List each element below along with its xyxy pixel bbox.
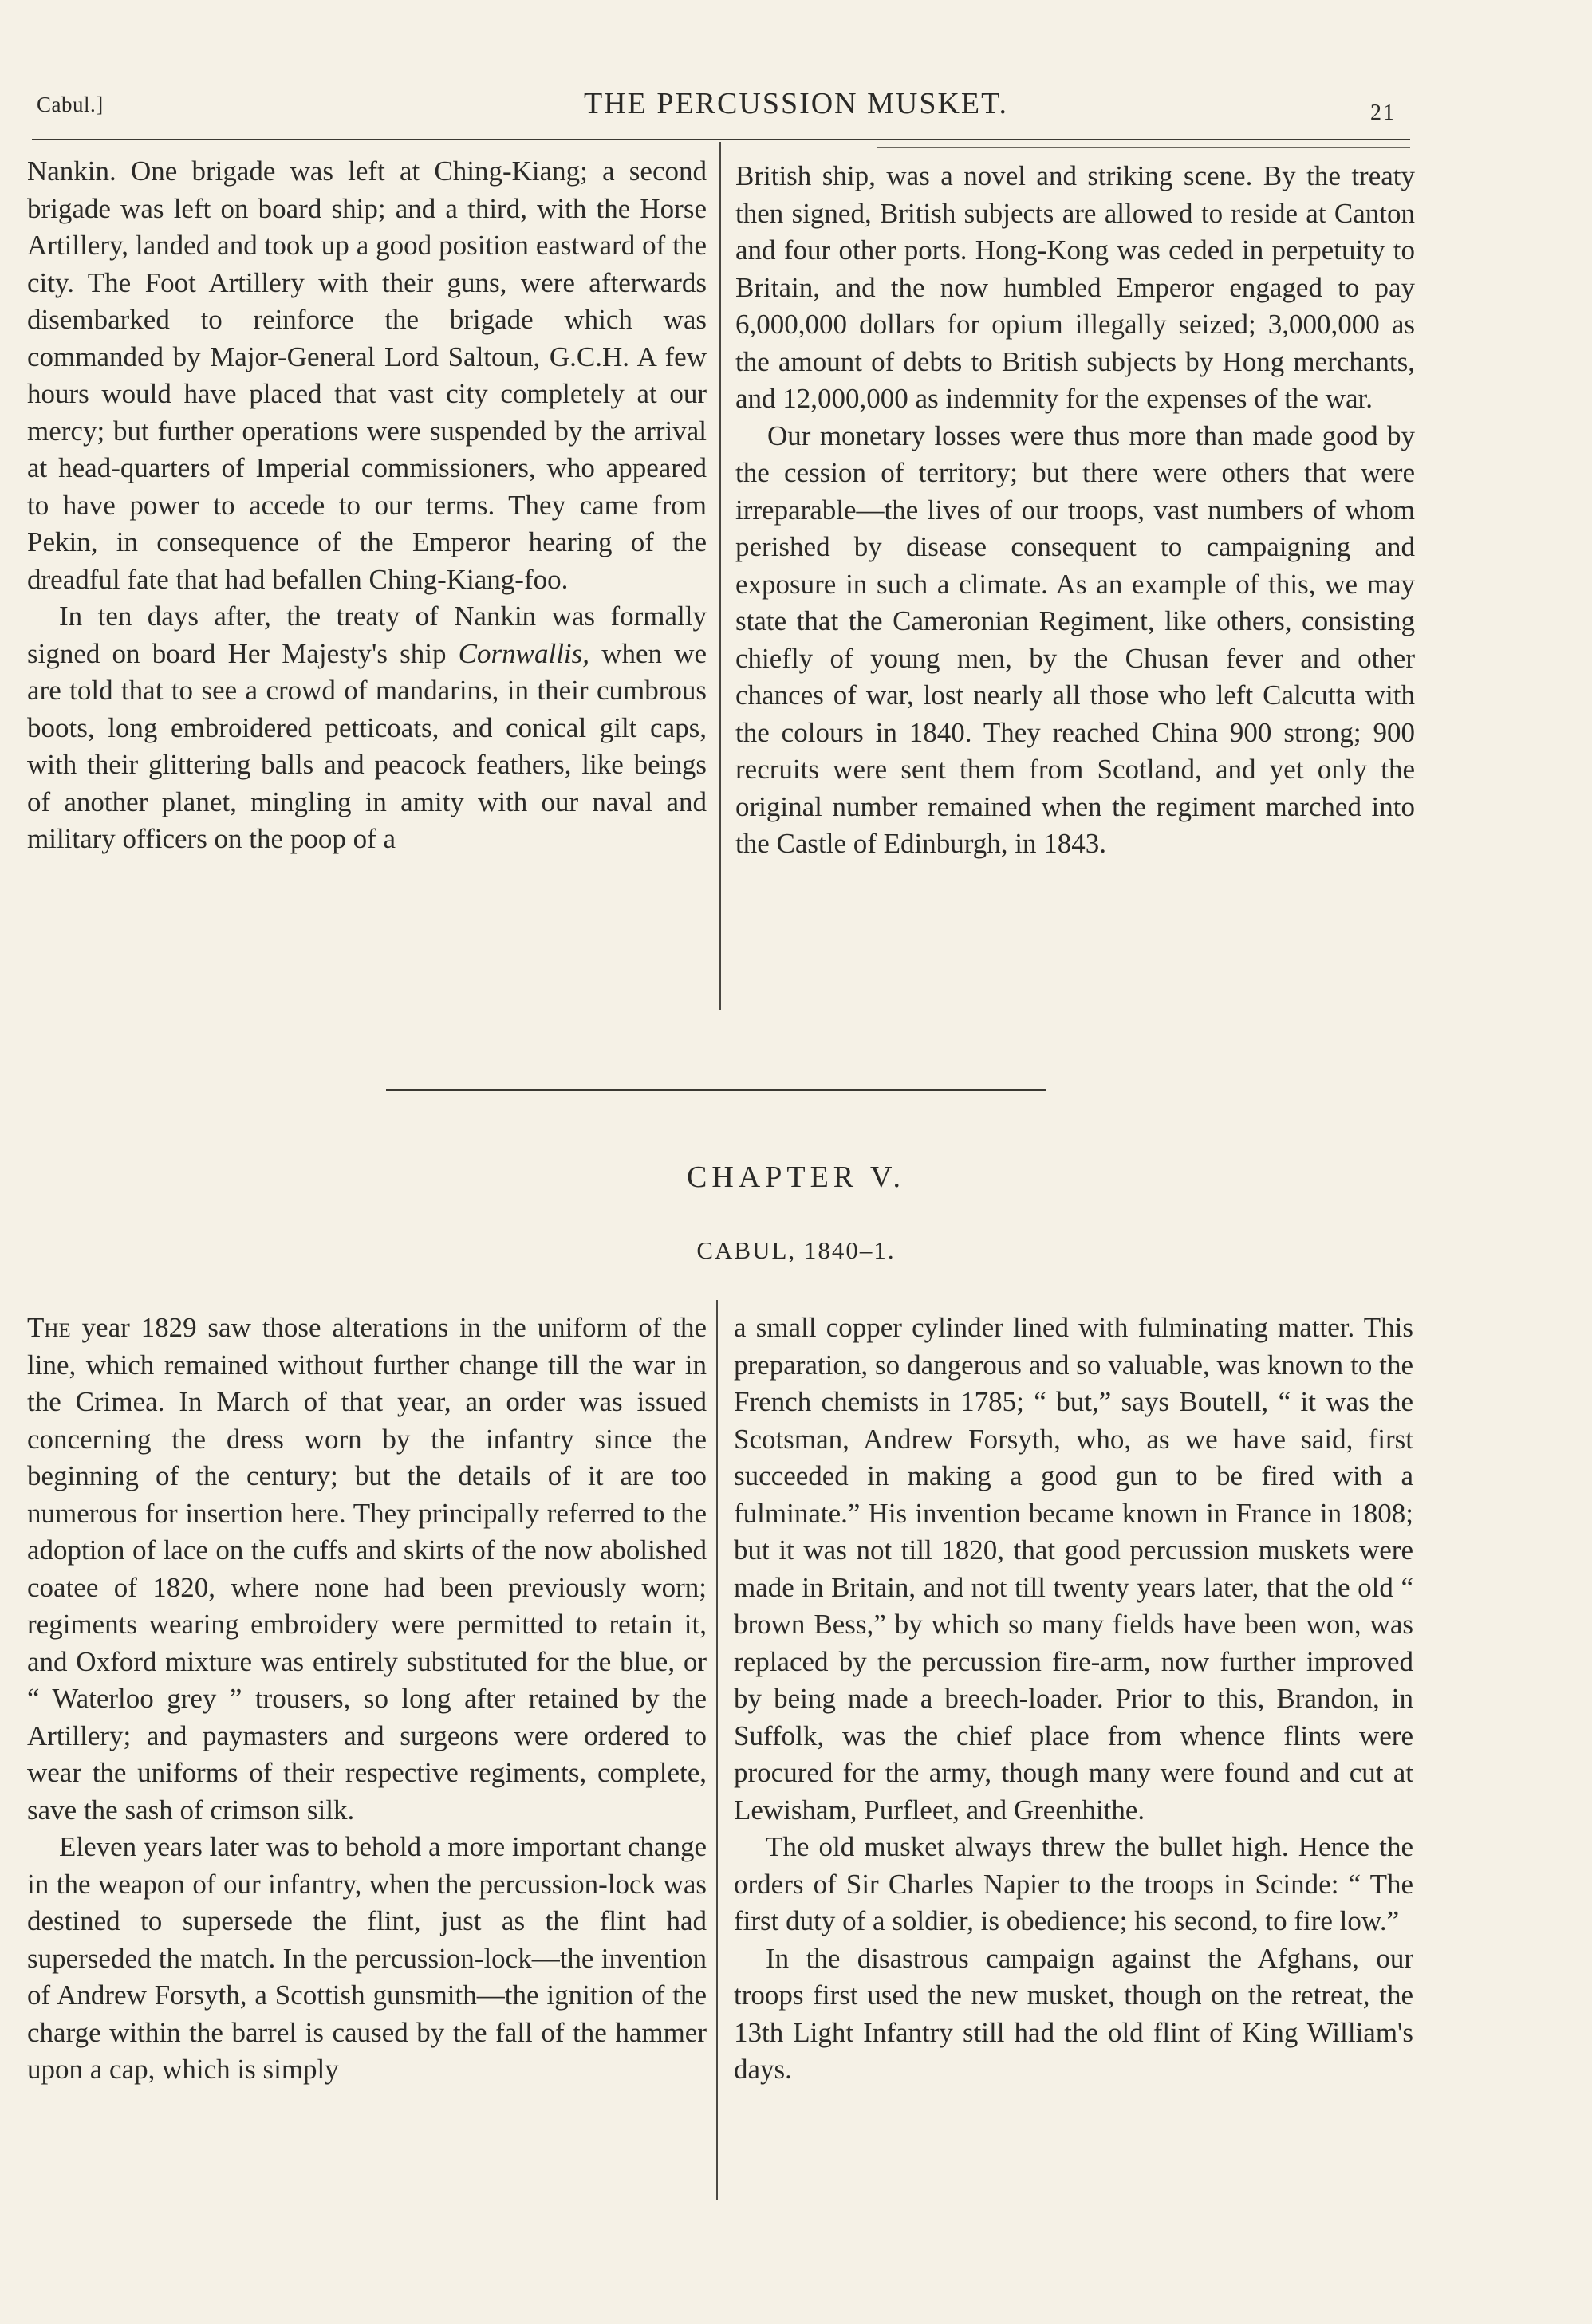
paragraph: Our monetary losses were thus more than made good by the cession of territory; but there were others that were irreparable—the lives of our troops, vast numbers of whom perished by disease consequent to campaigning and exposure in such a climate. As an example of this, we may state that the Cameronian Regiment, like others, consisting chiefly of young men, by the Chusan fever and other chances of war, lost nearly all those who left Calcutta with the colours in 1840. They reached China 900 strong; 900 recruits were sent them from Scotland, and yet only the original number remained when the regiment marched into the Castle of Edinburgh, in 1843.	[735, 420, 1415, 859]
paragraph: In the disastrous campaign against the Afghans, our troops first used the new musket, though on the retreat, the 13th Light Infantry still had the old flint of King William's days.	[734, 1942, 1413, 2085]
bottom-left-column	[27, 1310, 707, 2089]
header-rule	[32, 139, 1410, 140]
page-number: 21	[1370, 100, 1396, 125]
paragraph	[27, 598, 707, 858]
paragraph: a small copper cylinder lined with fulminating matter. This preparation, so dangerous and so valuable, was known to the French chemists in 1785; “ but,” says Boutell, “ it was the Scotsman, Andrew Forsyth, who, as we have said, first succeeded in making a good gun to be fired with a fulminate.” His invention became known in France in 1808; but it was not till 1820, that good percussion muskets were made in Britain, and not till twenty years later, that the old “ brown Bess,” by which so many fields have been won, was replaced by the percussion fire-arm, now further improved by being made a breech-loader. Prior to this, Brandon, in Suffolk, was the chief place from whence flints were procured for the army, though many were found and cut at Lewisham, Purfleet, and Greenhithe.	[734, 1312, 1413, 1826]
paragraph: Eleven years later was to behold a more important change in the weapon of our infantry, when the percussion-lock was destined to supersede the flint, just as the flint had superseded the match. In the percussion-lock—the invention of Andrew Forsyth, a Scottish gunsmith—the ignition of the charge within the barrel is caused by the fall of the hammer upon a cap, which is simply	[27, 1831, 707, 2085]
paragraph-text: In ten days after, the treaty of Nankin was formally signed on board Her Majesty's ship	[27, 601, 707, 669]
lead-word: The	[27, 1312, 71, 1343]
paragraph: Nankin. One brigade was left at Ching-Kiang; a second brigade was left on board ship; and a third, with the Horse Artillery, landed and took up a good position eastward of the city. The Foot Artillery with their guns, were afterwards disembarked to reinforce the brigade which was commanded by Major-General Lord Saltoun, G.C.H. A few hours would have placed that vast city completely at our mercy; but further operations were suspended by the arrival at head-quarters of Imperial commissioners, who appeared to have power to accede to our terms. They came from Pekin, in consequence of the Emperor hearing of the dreadful fate that had befallen Ching-Kiang-foo.	[27, 156, 707, 595]
running-header-title: THE PERCUSSION MUSKET.	[583, 87, 1009, 120]
paragraph-text: year 1829 saw those alterations in the uniform of the line, which remained without further change till the war in the Crimea. In March of that year, an order was issued concerning the dress worn by the infantry since the beginning of the century; but the details of it are too numerous for insertion here. They principally referred to the adoption of lace on the cuffs and skirts of the now abolished coatee of 1820, where none had been previously worn; regiments wearing embroidery were permitted to retain it, and Oxford mixture was entirely substituted for the blue, or “ Waterloo grey ” trousers, so long after retained by the Artillery; and paymasters and surgeons were ordered to wear the uniforms of their respective regiments, complete, save the sash of crimson silk.	[27, 1312, 707, 1826]
column-divider	[719, 142, 721, 1010]
top-right-column	[735, 158, 1415, 863]
paragraph: British ship, was a novel and striking scene. By the treaty then signed, British subjects are allowed to reside at Canton and four other ports. Hong-Kong was ceded in perpetuity to Britain, and the now humbled Emperor engaged to pay 6,000,000 dollars for opium illegally seized; 3,000,000 as the amount of debts to British subjects by Hong merchants, and 12,000,000 as indemnity for the expenses of the war.	[735, 160, 1415, 414]
column-divider	[716, 1300, 718, 2200]
ship-name: Cornwallis,	[458, 637, 590, 669]
bottom-right-column	[734, 1310, 1413, 2089]
chapter-heading: CHAPTER V.	[687, 1160, 905, 1194]
chapter-subheading: CABUL, 1840–1.	[696, 1236, 896, 1264]
paragraph: The old musket always threw the bullet high. Hence the orders of Sir Charles Napier to the troops in Scinde: “ The first duty of a soldier, is obedience; his second, to fire low.”	[734, 1831, 1413, 1936]
section-separator-rule	[386, 1089, 1046, 1091]
running-header-section: Cabul.]	[37, 93, 104, 116]
paragraph-text: when we are told that to see a crowd of mandarins, in their cumbrous boots, long embroidered petticoats, and conical gilt caps, with their glittering balls and peacock feathers, like beings of another planet, mingling in amity with our naval and military officers on the poop of a	[27, 637, 707, 854]
paragraph	[27, 1310, 707, 1829]
top-left-column	[27, 153, 707, 858]
header-rule-secondary	[877, 147, 1410, 148]
